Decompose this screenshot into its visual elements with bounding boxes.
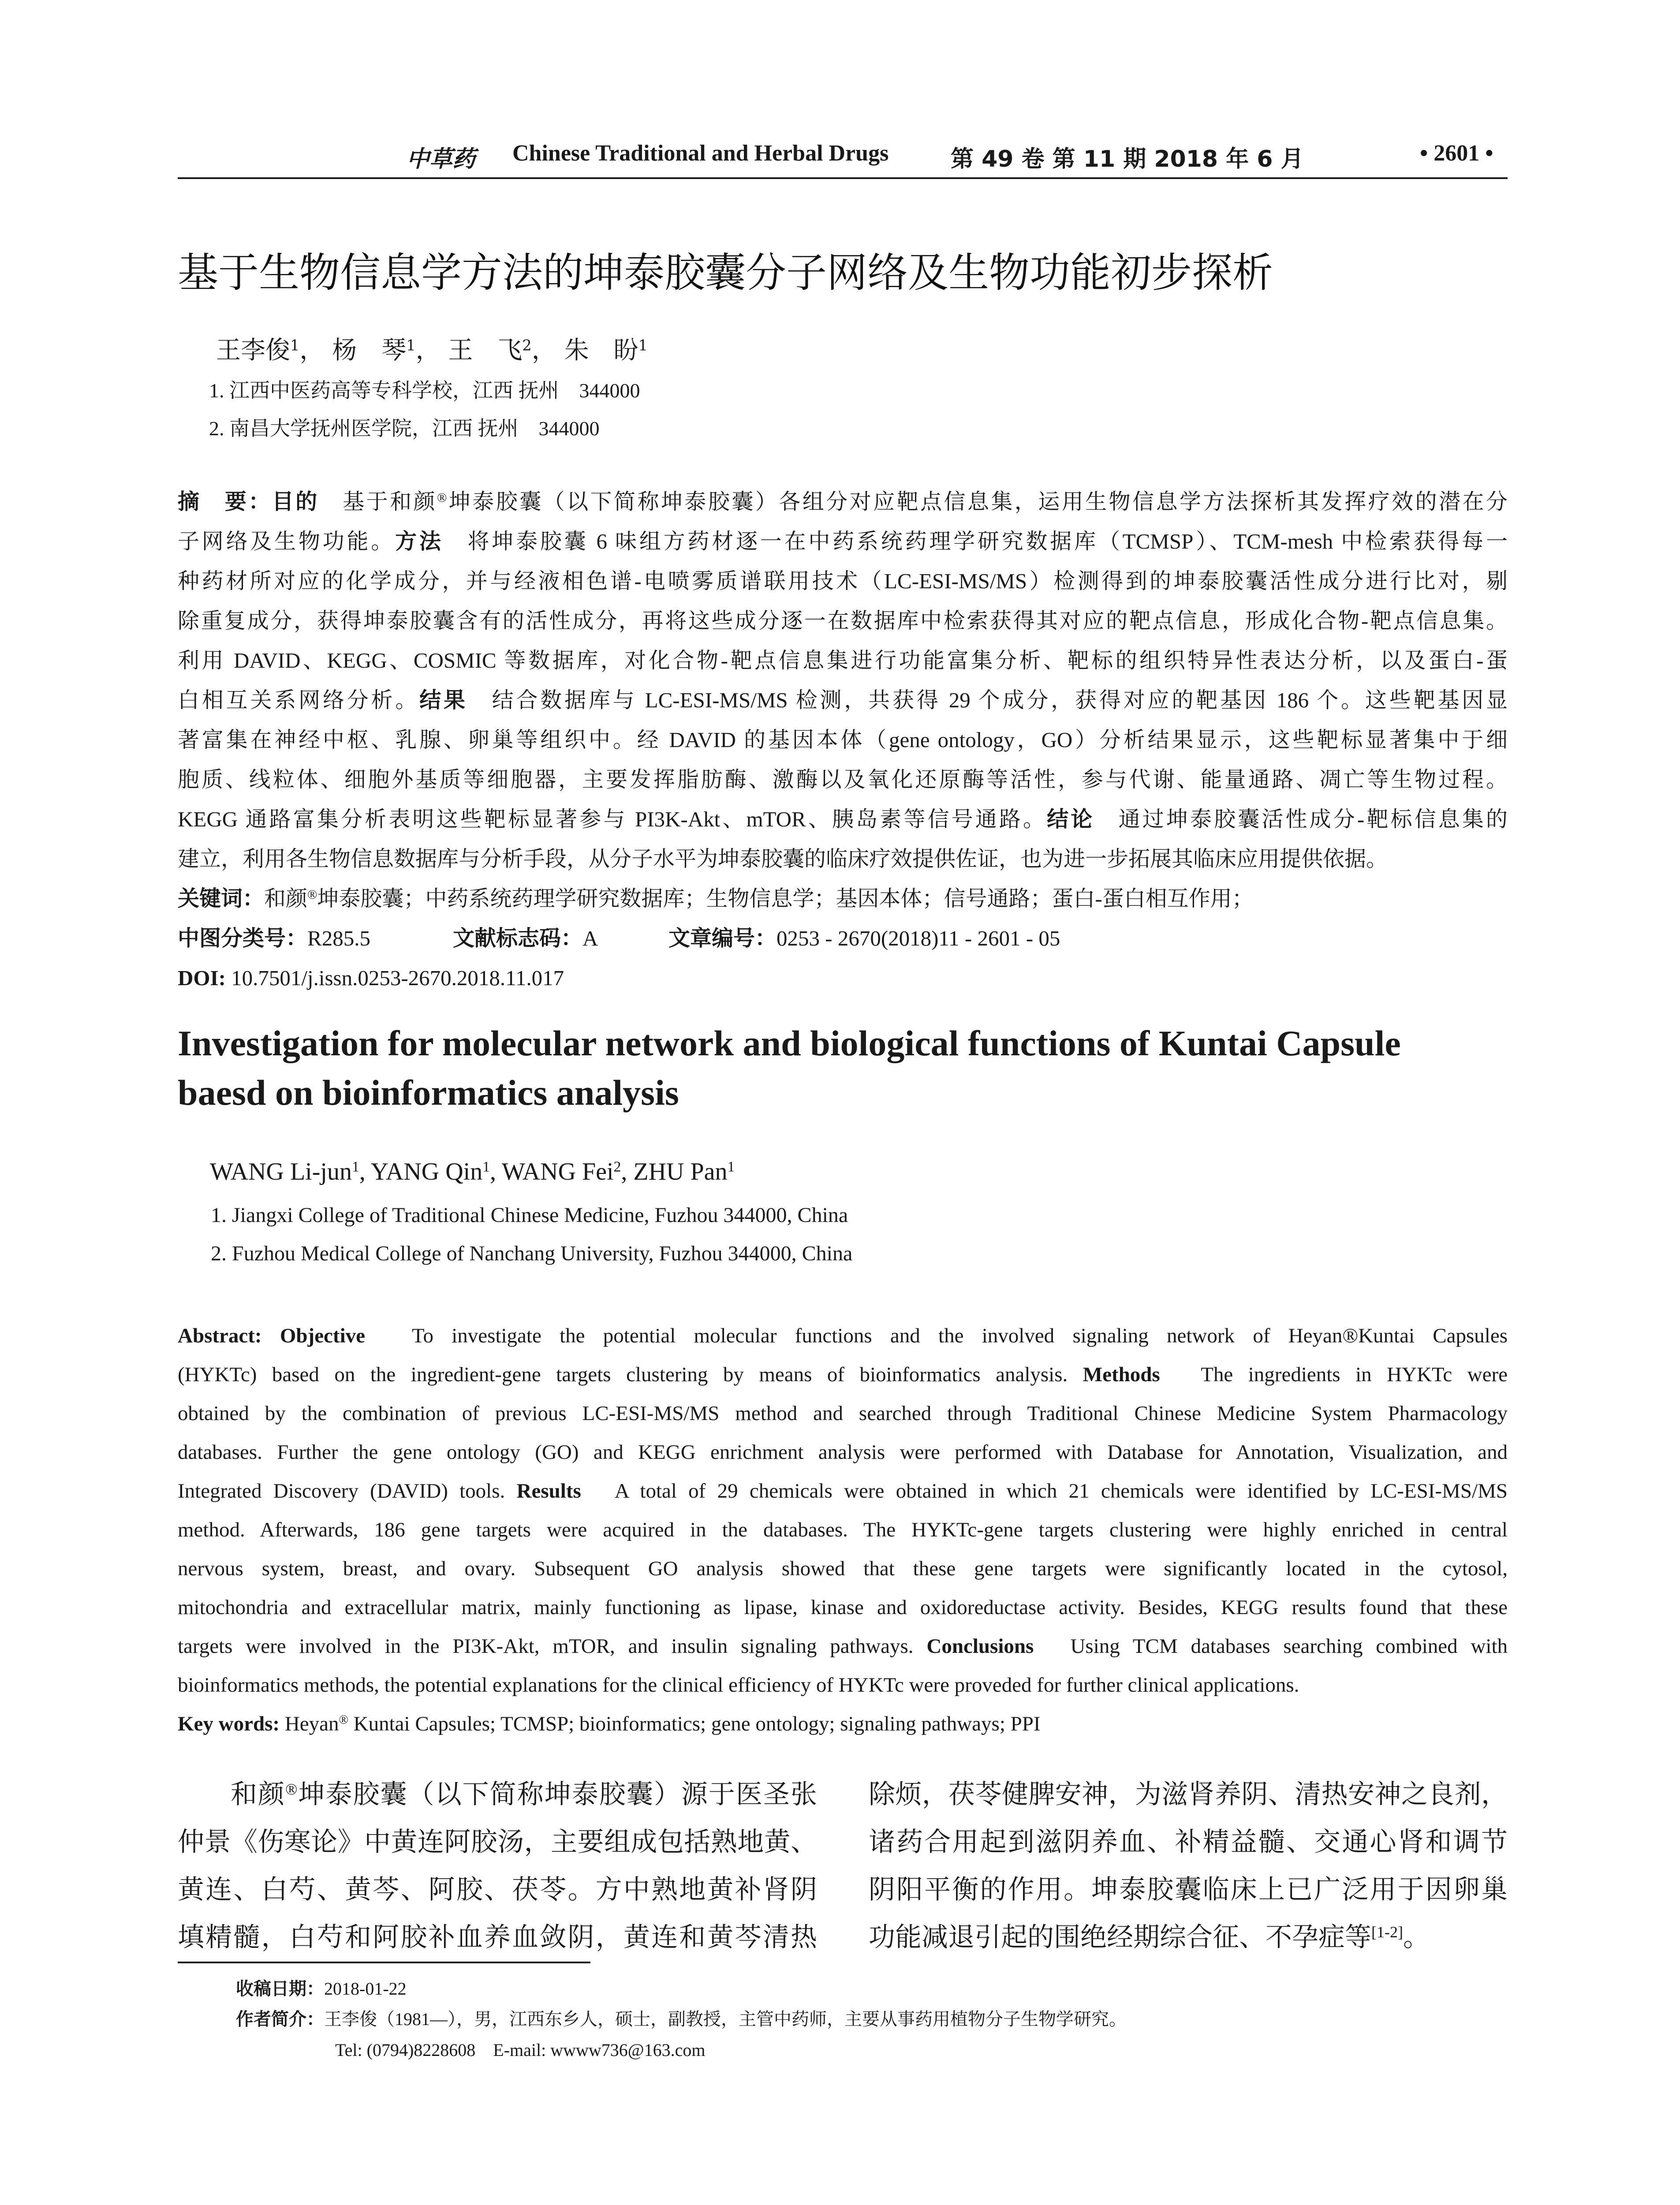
doi-line: DOI: 10.7501/j.issn.0253-2670.2018.11.017: [178, 966, 564, 990]
issue-info: 第 49 卷 第 11 期 2018 年 6 月: [951, 146, 1304, 172]
keywords-cn: 关键词：和颜®坤泰胶囊；中药系统药理学研究数据库；生物信息学；基因本体；信号通路；蛋白-蛋白相互作用；: [178, 886, 1254, 911]
author-bio: 作者简介：王李俊（1981—），男，江西东乡人，硕士，副教授，主管中药师，主要从事药用植物分子生物学研究。: [236, 2009, 1127, 2029]
author-en: YANG Qin: [370, 1158, 483, 1185]
title-cn: 基于生物信息学方法的坤泰胶囊分子网络及生物功能初步探析: [178, 249, 1273, 296]
affiliation-cn: 1. 江西中医药高等专科学校，江西 抚州 344000: [209, 379, 640, 402]
received-date: 收稿日期：2018-01-22: [236, 1979, 407, 1999]
classification-line: 中图分类号：R285.5 文献标志码：A 文章编号：0253 - 2670(2018)11 - 2601 - 05: [178, 919, 1508, 958]
keywords-en: Key words: Heyan® Kuntai Capsules; TCMSP; bioinformatics; gene ontology; signaling pathways; PPI: [178, 1712, 1041, 1735]
page-number: • 2601 •: [1420, 141, 1493, 166]
journal-name-en: Chinese Traditional and Herbal Drugs: [512, 141, 889, 166]
author-cn: 朱 盼: [564, 336, 638, 365]
title-en: Investigation for molecular network and biological functions of Kuntai Capsule baesd on bioinformatics analysis: [178, 1023, 1401, 1113]
author-contact: Tel: (0794)8228608 E-mail: wwww736@163.com: [335, 2040, 706, 2060]
affiliation-cn: 2. 南昌大学抚州医学院，江西 抚州 344000: [209, 417, 600, 440]
author-en: WANG Fei: [502, 1158, 614, 1185]
body-left-column: 和颜®坤泰胶囊（以下简称坤泰胶囊）源于医圣张 仲景《伤寒论》中黄连阿胶汤，主要组成包括熟地黄、 黄连、白芍、黄芩、阿胶、茯苓。方中熟地黄补肾阴 填精髓，白芍和阿胶补血养血敛阴，黄连和黄芩清热: [178, 1780, 818, 1952]
author-en: WANG Li-jun: [210, 1158, 352, 1185]
header-rule: [178, 177, 1508, 179]
author-en: ZHU Pan: [633, 1158, 728, 1185]
author-cn: 王 飞: [448, 336, 523, 365]
authors-cn: 王李俊$^1$， 杨 琴$^1$， 王 飞$^2$， 朱 盼$^1$: [216, 336, 648, 365]
doi-value: 10.7501/j.issn.0253-2670.2018.11.017: [231, 966, 564, 990]
author-cn: 杨 琴: [332, 336, 407, 365]
authors-en: WANG Li-jun$^1$, YANG Qin$^1$, WANG Fei$^2$, ZHU Pan$^1$: [210, 1158, 735, 1185]
footnote-rule: [178, 1962, 590, 1963]
article-number: 0253 - 2670(2018)11 - 2601 - 05: [777, 926, 1060, 950]
doc-code: A: [582, 926, 598, 950]
affiliation-en: 1. Jiangxi College of Traditional Chinese Medicine, Fuzhou 344000, China: [211, 1203, 848, 1227]
journal-name-cn: 中草药: [407, 146, 476, 172]
author-cn: 王李俊: [216, 336, 290, 365]
affiliation-en: 2. Fuzhou Medical College of Nanchang University, Fuzhou 344000, China: [211, 1242, 853, 1265]
citation: [1-2]: [1371, 1923, 1403, 1941]
abstract-cn: 摘 要：目的 基于和颜®坤泰胶囊（以下简称坤泰胶囊）各组分对应靶点信息集，运用生物信息学方法探析其发挥疗效的潜在分 子网络及生物功能。方法 将坤泰胶囊 6 味组方药材逐一在中药系统药理学研究数据库（TCMSP）、TCM-mesh 中检索获得每一 种药材所对应的化学成分，并与经液相色谱-电喷雾质谱联用技术（LC-ESI-MS/MS）检测得到的坤泰胶囊活性成分进行比对，剔 除重复成分，获得坤泰胶囊含有的活性成分，再将这些成分逐一在数据库中检索获得其对应的靶点信息，形成化合物-靶点信息集。 利用 DAVID、KEGG、COSMIC 等数据库，对化合物-靶点信息集进行功能富集分析、靶标的组织特异性表达分析，以及蛋白-蛋 白相互关系网络分析。结果 结合数据库与 LC-ESI-MS/MS 检测，共获得 29 个成分，获得对应的靶基因 186 个。这些靶基因显 著富集在神经中枢、乳腺、卵巢等组织中。经 DAVID 的基因本体（gene ontology，GO）分析结果显示，这些靶标显著集中于细 胞质、线粒体、细胞外基质等细胞器，主要发挥脂肪酶、激酶以及氧化还原酶等活性，参与代谢、能量通路、凋亡等生物过程。 KEGG 通路富集分析表明这些靶标显著参与 PI3K-Akt、mTOR、胰岛素等信号通路。结论 通过坤泰胶囊活性成分-靶标信息集的 建立，利用各生物信息数据库与分析手段，从分子水平为坤泰胶囊的临床疗效提供佐证，也为进一步拓展其临床应用提供依据。 关键词：和颜®坤泰胶囊；中药系统药理学研究数据库；生物信息学；基因本体；信号通路；蛋白-蛋白相互作用； 中图分类号：R285.5 文献标志码：A 文章编号：0253 - 2670(2018)11 - 2601 - 05 DOI: 10.7501/j.issn.0253-2670.2018.11.017: [178, 482, 1508, 998]
clc-value: R285.5: [307, 926, 370, 950]
body-right-column: 除烦，茯苓健脾安神，为滋肾养阴、清热安神之良剂， 诸药合用起到滋阴养血、补精益髓、交通心肾和调节 阴阳平衡的作用。坤泰胶囊临床上已广泛用于因卵巢 功能减退引起的围绝经期综合征、不孕症等[1-2]。: [869, 1780, 1508, 1952]
abstract-en: Abstract: Objective To investigate the potential molecular functions and the involved signaling network of Heyan®Kuntai Capsules (HYKTc) based on the ingredient-gene targets clustering by means of bioinformatics analysis. Methods The ingredients in HYKTc were obtained by the combination of previous LC-ESI-MS/MS method and searched through Traditional Chinese Medicine System Pharmacology databases. Further the gene ontology (GO) and KEGG enrichment analysis were performed with Database for Annotation, Visualization, and Integrated Discovery (DAVID) tools. Results A total of 29 chemicals were obtained in which 21 chemicals were identified by LC-ESI-MS/MS method. Afterwards, 186 gene targets were acquired in the databases. The HYKTc-gene targets clustering were highly enriched in central nervous system, breast, and ovary. Subsequent GO analysis showed that these gene targets were significantly located in the cytosol, mitochondria and extracellular matrix, mainly functioning as lipase, kinase and oxidoreductase activity. Besides, KEGG results found that these targets were involved in the PI3K-Akt, mTOR, and insulin signaling pathways. Conclusions Using TCM databases searching combined with bioinformatics methods, the potential explanations for the clinical efficiency of HYKTc were proveded for further clinical applications. Key words: Heyan® Kuntai Capsules; TCMSP; bioinformatics; gene ontology; signaling pathways; PPI: [178, 1316, 1508, 1743]
